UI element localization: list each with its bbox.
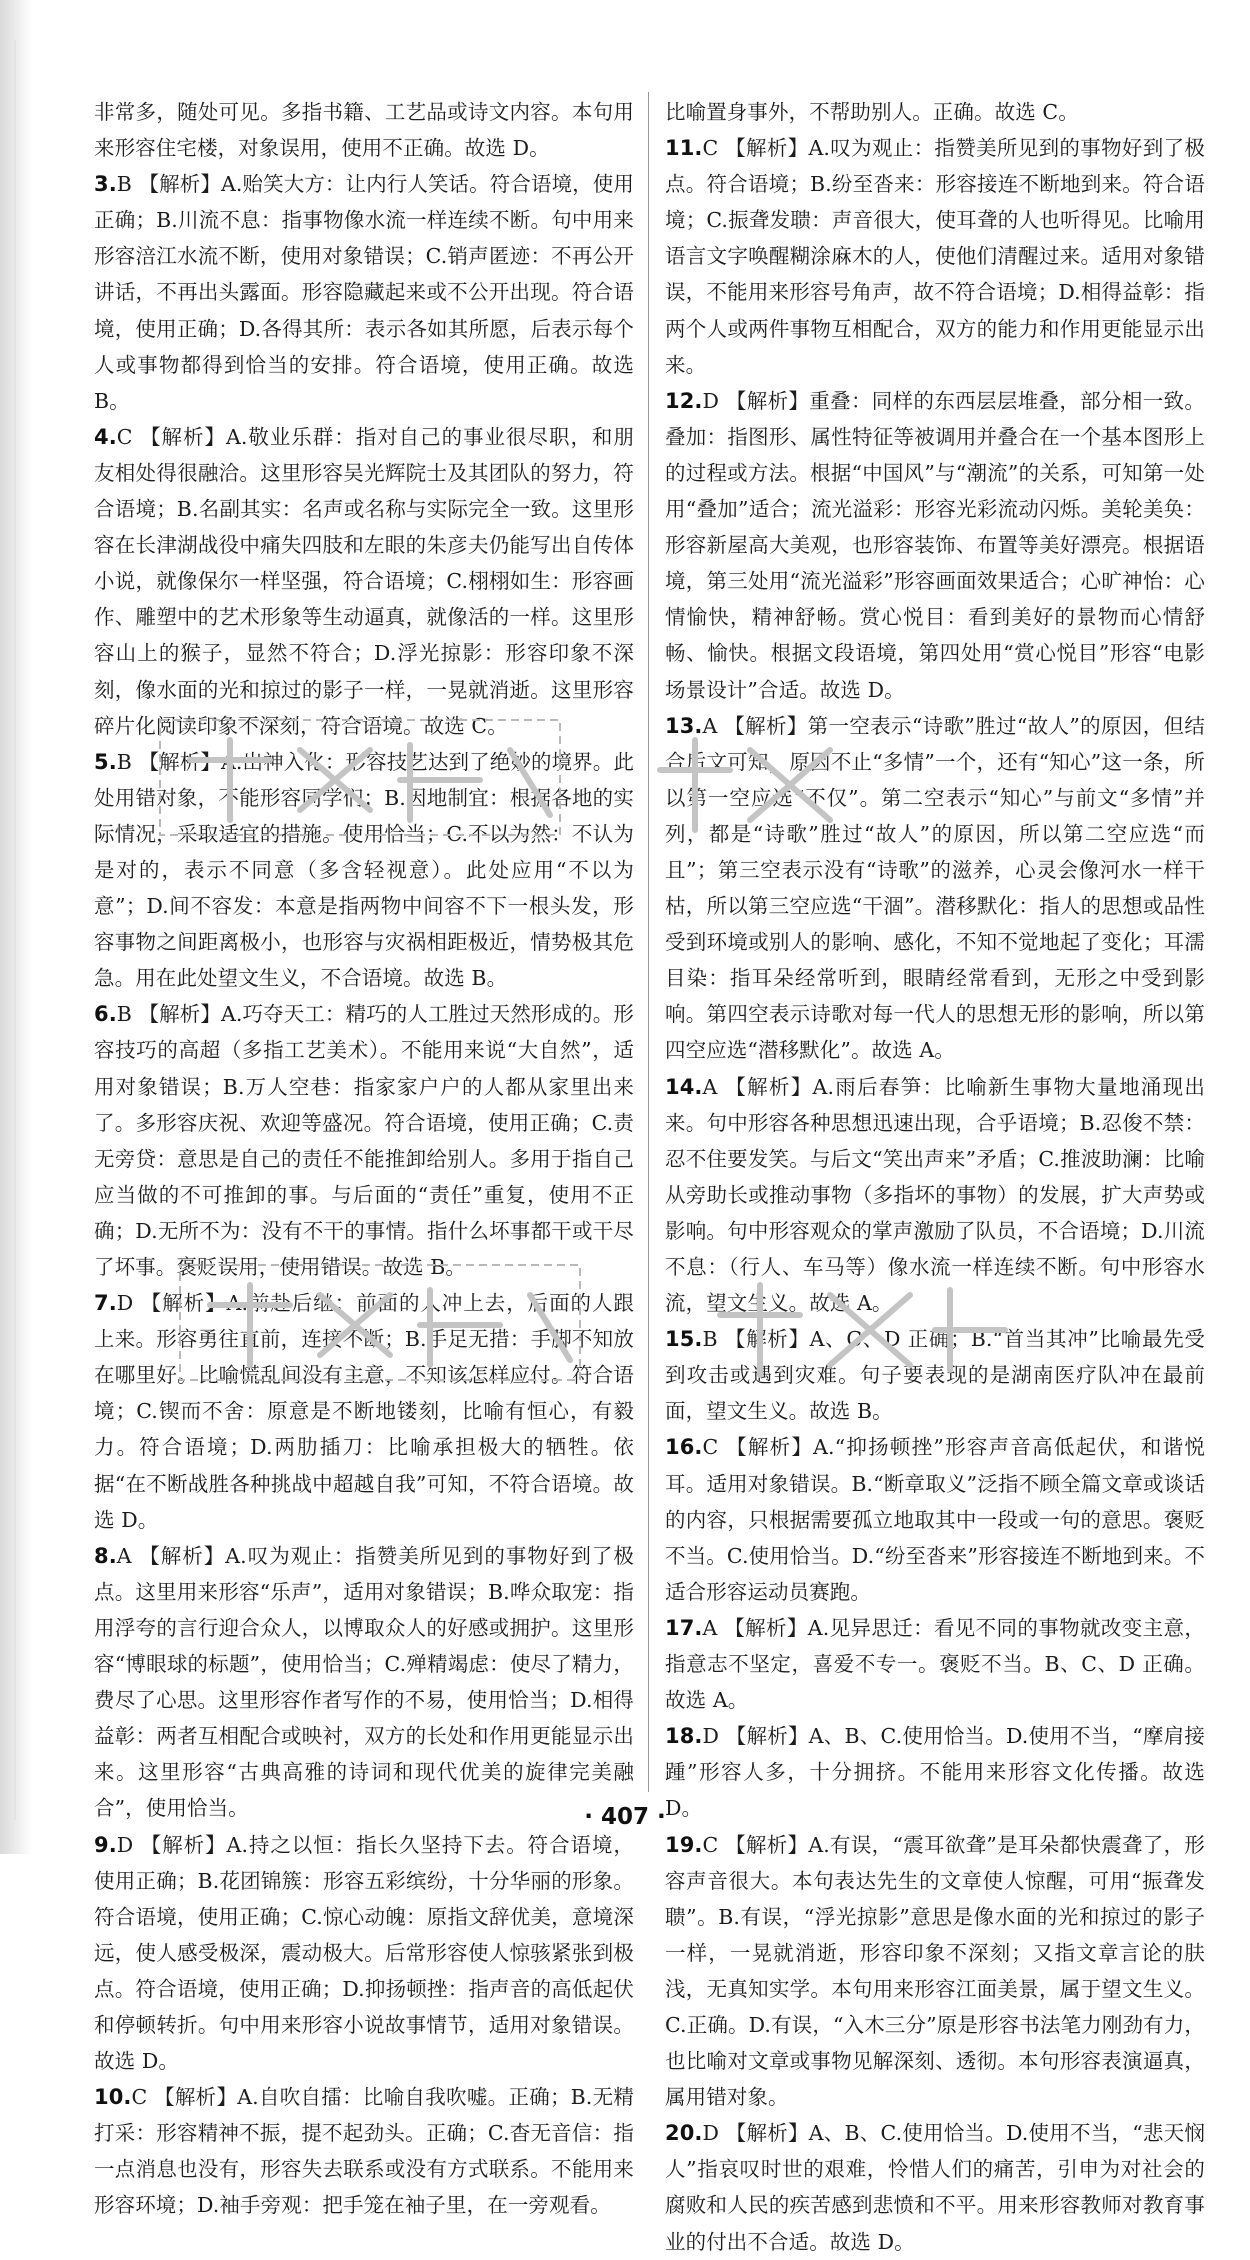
question-number: 15. — [665, 1327, 703, 1352]
page-number: · 407 · — [584, 1804, 666, 1830]
binding-shadow — [0, 0, 32, 1854]
question-number: 17. — [665, 1615, 703, 1640]
answer-text: 非常多，随处可见。多指书籍、工艺品或诗文内容。本句用来形容住宅楼，对象误用，使用不正确。故选 D。 — [94, 100, 634, 161]
answer-item — [665, 1069, 1205, 1322]
answer-text: A 【解析】A.雨后春笋：比喻新生事物大量地涌现出来。句中形容各种思想迅速出现，合乎语境；B.忍俊不禁：忍不住要发笑。与后文“笑出声来”矛盾；C.推波助澜：比喻从旁助长或推动事物（多指坏的事物）的发展，扩大声势或影响。句中形容观众的掌声激励了队员，不合语境；D.川流不息：（行人、车马等）像水流一样连续不断。句中形容水流，望文生义。故选 A。 — [665, 1074, 1205, 1316]
answer-item — [665, 708, 1205, 1069]
question-number: 16. — [665, 1435, 703, 1460]
answer-text: A 【解析】A.叹为观止：指赞美所见到的事物好到了极点。这里用来形容“乐声”，适用对象错误；B.哗众取宠：指用浮夸的言行迎合众人，以博取众人的好感或拥护。这里形容“博眼球的标题”，使用恰当；C.殚精竭虑：使尽了精力，费尽了心思。这里形容作者写作的不易，使用恰当；D.相得益彰：两者互相配合或映衬，双方的长处和作用更能显示出来。这里形容“古典高雅的诗词和现代优美的旋律完美融合”，使用恰当。 — [94, 1543, 634, 1821]
answer-continuation — [94, 94, 634, 166]
answer-item — [665, 1321, 1205, 1429]
answer-item — [665, 130, 1205, 383]
answer-text: D 【解析】A、B、C.使用恰当。D.使用不当，“悲天悯人”指哀叹时世的艰难，怜惜人们的痛苦，引申为对社会的腐败和人民的疾苦感到悲愤和不平。用来形容教师对教育事业的付出不合适。故选 D。 — [665, 2121, 1205, 2254]
answer-text: C 【解析】A.敬业乐群：指对自己的事业很尽职，和朋友相处得很融洽。这里形容吴光辉院士及其团队的努力，符合语境；B.名副其实：名声或名称与实际完全一致。这里形容在长津湖战役中痛失四肢和左眼的朱彦夫仍能写出自传体小说，就像保尔一样坚强，符合语境；C.栩栩如生：形容画作、雕塑中的艺术形象等生动逼真，就像活的一样。这里形容山上的猴子，显然不符合；D.浮光掠影：形容印象不深刻，像水面的光和掠过的影子一样，一晃就消逝。这里形容碎片化阅读印象不深刻，符合语境。故选 C。 — [94, 424, 634, 738]
question-number: 14. — [665, 1074, 703, 1099]
answer-text: C 【解析】A.自吹自擂：比喻自我吹嘘。正确；B.无精打采：形容精神不振，提不起劲头。正确；C.杳无音信：指一点消息也没有，形容失去联系或没有方式联系。不能用来形容环境；D.袖手旁观：把手笼在袖子里，在一旁观看。 — [94, 2085, 634, 2218]
answer-text: 比喻置身事外，不帮助别人。正确。故选 C。 — [665, 100, 1079, 124]
question-number: 19. — [665, 1832, 703, 1857]
question-number: 10. — [94, 2085, 132, 2110]
answer-item — [665, 1610, 1205, 1718]
answer-item — [665, 1429, 1205, 1609]
column-divider — [648, 92, 649, 1792]
answer-item — [94, 744, 634, 997]
answer-text: B 【解析】A.巧夺天工：精巧的人工胜过天然形成的。形容技巧的高超（多指工艺美术）。不能用来说“大自然”，适用对象错误；B.万人空巷：指家家户户的人都从家里出来了。多形容庆祝、欢迎等盛况。符合语境，使用正确；C.责无旁贷：意思是自己的责任不能推卸给别人。多用于指自己应当做的不可推卸的事。与后面的“责任”重复，使用不正确；D.无所不为：没有不干的事情。指什么坏事都干或干尽了坏事。褒贬误用，使用错误。故选 B。 — [94, 1002, 634, 1279]
answer-text: D 【解析】A.前赴后继：前面的人冲上去，后面的人跟上来。形容勇往直前，连接不断；B.手足无措：手脚不知放在哪里好。比喻慌乱间没有主意，不知该怎样应付。符合语境；C.锲而不舍：原意是不断地镂刻，比喻有恒心，有毅力。符合语境；D.两肋插刀：比喻承担极大的牺牲。依据“在不断战胜各种挑战中超越自我”可知，不符合语境。故选 D。 — [94, 1291, 634, 1532]
question-number: 11. — [665, 136, 703, 161]
question-number: 18. — [665, 1724, 703, 1749]
question-number: 9. — [94, 1832, 117, 1857]
right-column — [665, 94, 1205, 2260]
answer-text: A 【解析】A.见异思迁：看见不同的事物就改变主意，指意志不坚定，喜爱不专一。褒贬不当。B、C、D 正确。故选 A。 — [665, 1615, 1205, 1713]
question-number: 20. — [665, 2121, 703, 2146]
answer-text: D 【解析】重叠：同样的东西层层堆叠，部分相一致。叠加：指图形、属性特征等被调用并叠合在一个基本图形上的过程或方法。根据“中国风”与“潮流”的关系，可知第一处用“叠加”适合；流光溢彩：形容光彩流动闪烁。美轮美奂：形容新屋高大美观，也形容装饰、布置等美好漂亮。根据语境，第三处用“流光溢彩”形容画面效果适合；心旷神怡：心情愉快，精神舒畅。赏心悦目：看到美好的景物而心情舒畅、愉快。根据文段语境，第四处用“赏心悦目”形容“电影场景设计”合适。故选 D。 — [665, 388, 1205, 702]
question-number: 7. — [94, 1291, 117, 1316]
answer-item — [94, 996, 634, 1285]
question-number: 3. — [94, 172, 117, 197]
question-number: 6. — [94, 1002, 117, 1027]
answer-text: B 【解析】A.贻笑大方：让内行人笑话。符合语境，使用正确；B.川流不息：指事物像水流一样连续不断。句中用来形容涪江水流不断，使用对象错误；C.销声匿迹：不再公开讲话，不再出头露面。形容隐藏起来或不公开出现。符合语境，使用正确；D.各得其所：表示各如其所愿，后表示每个人或事物都得到恰当的安排。符合语境，使用正确。故选 B。 — [94, 172, 634, 413]
answer-item — [94, 1538, 634, 1827]
answer-text: B 【解析】A、C、D 正确；B.“首当其冲”比喻最先受到攻击或遇到灾难。句子要表现的是湖南医疗队冲在最前面，望文生义。故选 B。 — [665, 1327, 1205, 1424]
answer-text: C 【解析】A.有误，“震耳欲聋”是耳朵都快震聋了，形容声音很大。本句表达先生的文章使人惊醒，可用“振聋发聩”。B.有误，“浮光掠影”意思是像水面的光和掠过的影子一样，一晃就消逝，形容印象不深刻；又指文章言论的肤浅，无真知实学。本句用来形容江面美景，属于望文生义。C.正确。D.有误，“入木三分”原是形容书法笔力刚劲有力，也比喻对文章或事物见解深刻、透彻。本句形容表演逼真，属用错对象。 — [665, 1832, 1205, 2110]
question-number: 4. — [94, 424, 117, 449]
answer-text: C 【解析】A.叹为观止：指赞美所见到的事物好到了极点。符合语境；B.纷至沓来：形容接连不断地到来。符合语境；C.振聋发聩：声音很大，使耳聋的人也听得见。比喻用语言文字唤醒糊涂麻木的人，使他们清醒过来。适用对象错误，不能用来形容号角声，故不符合语境；D.相得益彰：指两个人或两件事物互相配合，双方的能力和作用更能显示出来。 — [665, 136, 1205, 377]
answer-item — [94, 1827, 634, 2080]
question-number: 12. — [665, 388, 703, 413]
answer-item — [94, 1285, 634, 1538]
answer-text: A 【解析】第一空表示“诗歌”胜过“故人”的原因，但结合后文可知，原因不止“多情”一个，还有“知心”这一条，所以第一空应选“不仅”。第二空表示“知心”与前文“多情”并列，都是“诗歌”胜过“故人”的原因，所以第二空应选“而且”；第三空表示没有“诗歌”的滋养，心灵会像河水一样干枯，所以第三空应选“干涸”。潜移默化：指人的思想或品性受到环境或别人的影响、感化，不知不觉地起了变化；耳濡目染：指耳朵经常听到，眼睛经常看到，无形之中受到影响。第四空表示诗歌对每一代人的思想无形的影响，所以第四空应选“潜移默化”。故选 A。 — [665, 713, 1205, 1063]
answer-item — [665, 383, 1205, 708]
answer-item — [94, 419, 634, 744]
question-number: 8. — [94, 1543, 117, 1568]
left-column — [94, 94, 634, 2224]
answer-item — [665, 2115, 1205, 2259]
question-number: 13. — [665, 713, 703, 738]
answer-text: C 【解析】A.“抑扬顿挫”形容声音高低起伏，和谐悦耳。适用对象错误。B.“断章取义”泛指不顾全篇文章或谈话的内容，只根据需要孤立地取其中一段或一句的意思。褒贬不当。C.使用恰当。D.“纷至沓来”形容接连不断地到来。不适合形容运动员赛跑。 — [665, 1435, 1205, 1604]
answer-continuation — [665, 94, 1205, 130]
binding-line — [14, 40, 16, 1820]
answer-item — [665, 1827, 1205, 2116]
answer-text: D 【解析】A.持之以恒：指长久坚持下去。符合语境，使用正确；B.花团锦簇：形容五彩缤纷，十分华丽的形象。符合语境，使用正确；C.惊心动魄：原指文辞优美，意境深远，使人感受极深，震动极大。后常形容使人惊骇紧张到极点。符合语境，使用正确；D.抑扬顿挫：指声音的高低起伏和停顿转折。句中用来形容小说故事情节，适用对象错误。故选 D。 — [94, 1832, 634, 2074]
answer-item — [94, 2079, 634, 2223]
question-number: 5. — [94, 749, 117, 774]
answer-item — [94, 166, 634, 419]
answer-text: D 【解析】A、B、C.使用恰当。D.使用不当，“摩肩接踵”形容人多，十分拥挤。不能用来形容文化传播。故选 D。 — [665, 1724, 1205, 1821]
answer-text: B 【解析】A.出神入化：形容技艺达到了绝妙的境界。此处用错对象，不能形容同学们；B.因地制宜：根据各地的实际情况，采取适宜的措施。使用恰当；C.不以为然：不认为是对的，表示不同意（多含轻视意）。此处应用“不以为意”；D.间不容发：本意是指两物中间容不下一根头发，形容事物之间距离极小，也形容与灾祸相距极近，情势极其危急。用在此处望文生义，不合语境。故选 B。 — [94, 749, 634, 991]
